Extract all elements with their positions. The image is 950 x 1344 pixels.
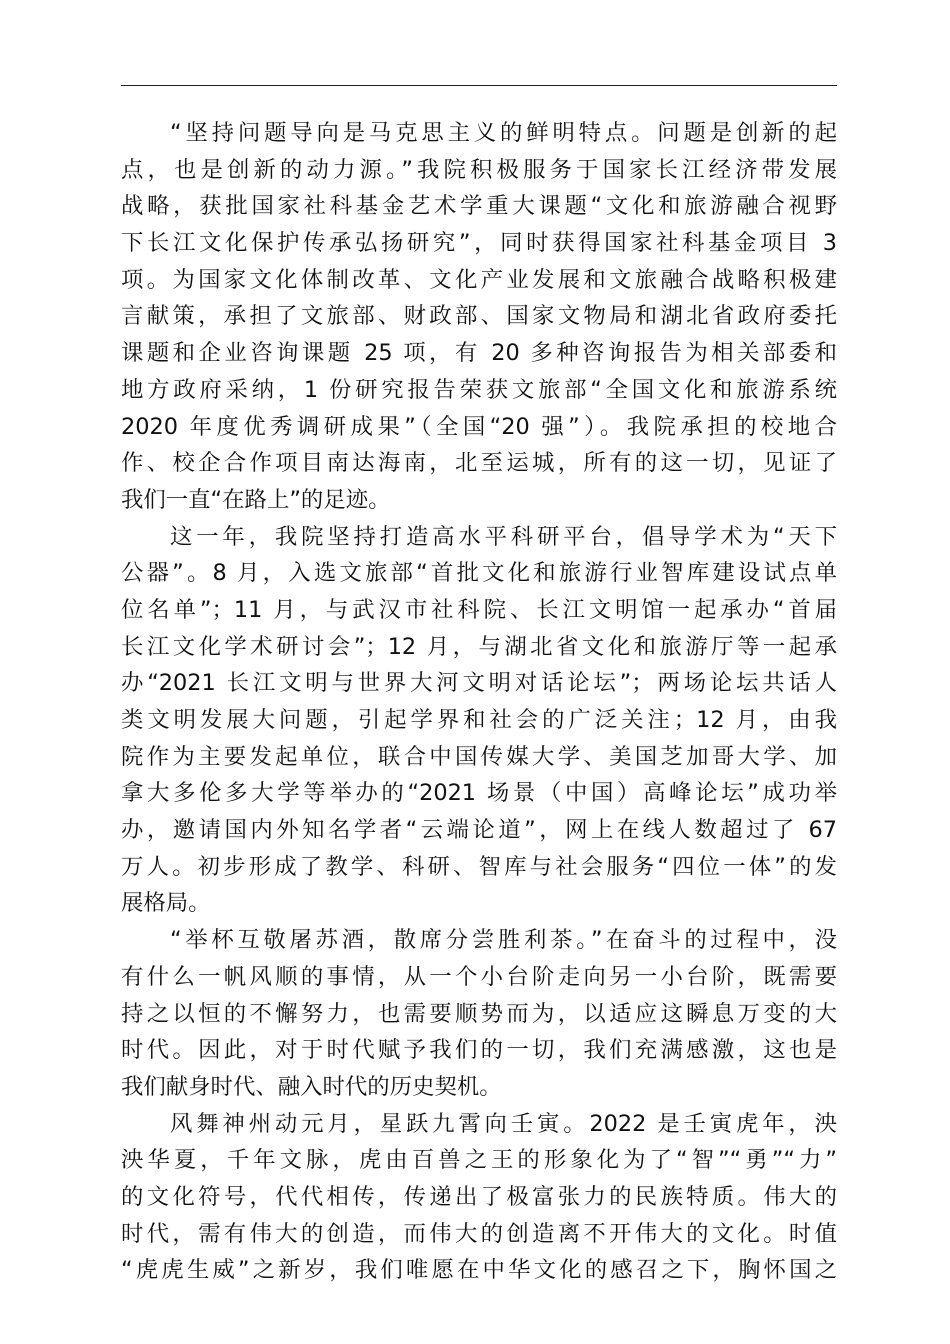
paragraph-2-line-6: 类文明发展大问题，引起学界和社会的广泛关注；12 月，由我 bbox=[121, 707, 837, 733]
paragraph-2 bbox=[121, 519, 837, 923]
paragraph-1-line-1: “坚持问题导向是马克思主义的鲜明特点。问题是创新的起 bbox=[170, 120, 837, 146]
paragraph-2-line-11: 展格局。 bbox=[121, 890, 211, 917]
paragraph-1-line-9: 2020 年度优秀调研成果”（全国“20 强”）。我院承担的校地合 bbox=[121, 413, 837, 440]
paragraph-2-line-10: 万人。初步形成了教学、科研、智库与社会服务“四位一体”的发 bbox=[121, 853, 837, 880]
paragraph-1-line-11: 我们一直“在路上”的足迹。 bbox=[121, 486, 391, 513]
paragraph-1 bbox=[121, 115, 837, 519]
header-rule bbox=[121, 85, 837, 86]
paragraph-1-line-3: 战略，获批国家社科基金艺术学重大课题“文化和旅游融合视野 bbox=[121, 193, 837, 220]
paragraph-2-line-2: 公器”。8 月，入选文旅部“首批文化和旅游行业智库建设试点单 bbox=[121, 560, 837, 587]
paragraph-4-line-1: 风舞神州动元月，星跃九霄向壬寅。2022 是壬寅虎年，泱 bbox=[170, 1110, 837, 1137]
paragraph-2-line-8: 拿大多伦多大学等举办的“2021 场景（中国）高峰论坛”成功举 bbox=[121, 780, 837, 807]
paragraph-3-line-5: 我们献身时代、融入时代的历史契机。 bbox=[121, 1073, 502, 1100]
paragraph-2-line-1: 这一年，我院坚持打造高水平科研平台，倡导学术为“天下 bbox=[170, 523, 837, 550]
body-text bbox=[121, 115, 837, 1289]
paragraph-4-line-3: 的文化符号，代代相传，传递出了极富张力的民族特质。伟大的 bbox=[121, 1183, 837, 1210]
paragraph-3 bbox=[121, 922, 837, 1105]
paragraph-3-line-1: “举杯互敬屠苏酒，散席分尝胜利茶。”在奋斗的过程中，没 bbox=[170, 927, 837, 954]
paragraph-4-line-2: 泱华夏，千年文脉，虎由百兽之王的形象化为了“智”“勇”“力” bbox=[121, 1147, 837, 1174]
paragraph-1-line-10: 作、校企合作项目南达海南，北至运城，所有的这一切，见证了 bbox=[121, 450, 837, 477]
paragraph-1-line-8: 地方政府采纳，1 份研究报告荣获文旅部“全国文化和旅游系统 bbox=[121, 376, 837, 403]
paragraph-1-line-7: 课题和企业咨询课题 25 项，有 20 多种咨询报告为相关部委和 bbox=[121, 340, 837, 367]
paragraph-2-line-7: 院作为主要发起单位，联合中国传媒大学、美国芝加哥大学、加 bbox=[121, 743, 837, 770]
paragraph-2-line-4: 长江文化学术研讨会”；12 月，与湖北省文化和旅游厅等一起承 bbox=[121, 633, 837, 660]
paragraph-1-line-6: 言献策，承担了文旅部、财政部、国家文物局和湖北省政府委托 bbox=[121, 303, 837, 330]
paragraph-2-line-9: 办，邀请国内外知名学者“云端论道”，网上在线人数超过了 67 bbox=[121, 817, 837, 844]
paragraph-1-line-2: 点，也是创新的动力源。”我院积极服务于国家长江经济带发展 bbox=[121, 156, 837, 183]
paragraph-1-line-5: 项。为国家文化体制改革、文化产业发展和文旅融合战略积极建 bbox=[121, 266, 837, 293]
paragraph-2-line-5: 办“2021 长江文明与世界大河文明对话论坛”；两场论坛共话人 bbox=[121, 670, 837, 697]
paragraph-4-line-5: “虎虎生威”之新岁，我们唯愿在中华文化的感召之下，胸怀国之 bbox=[121, 1257, 837, 1284]
paragraph-2-line-3: 位名单”；11 月，与武汉市社科院、长江文明馆一起承办“首届 bbox=[121, 596, 837, 623]
paragraph-3-line-3: 持之以恒的不懈努力，也需要顺势而为，以适应这瞬息万变的大 bbox=[121, 1000, 837, 1027]
paragraph-1-line-4: 下长江文化保护传承弘扬研究”，同时获得国家社科基金项目 3 bbox=[121, 230, 837, 257]
paragraph-3-line-2: 有什么一帆风顺的事情，从一个小台阶走向另一小台阶，既需要 bbox=[121, 963, 837, 990]
paragraph-3-line-4: 时代。因此，对于时代赋予我们的一切，我们充满感激，这也是 bbox=[121, 1037, 837, 1064]
paragraph-4 bbox=[121, 1106, 837, 1289]
paragraph-4-line-4: 时代，需有伟大的创造，而伟大的创造离不开伟大的文化。时值 bbox=[121, 1220, 837, 1247]
